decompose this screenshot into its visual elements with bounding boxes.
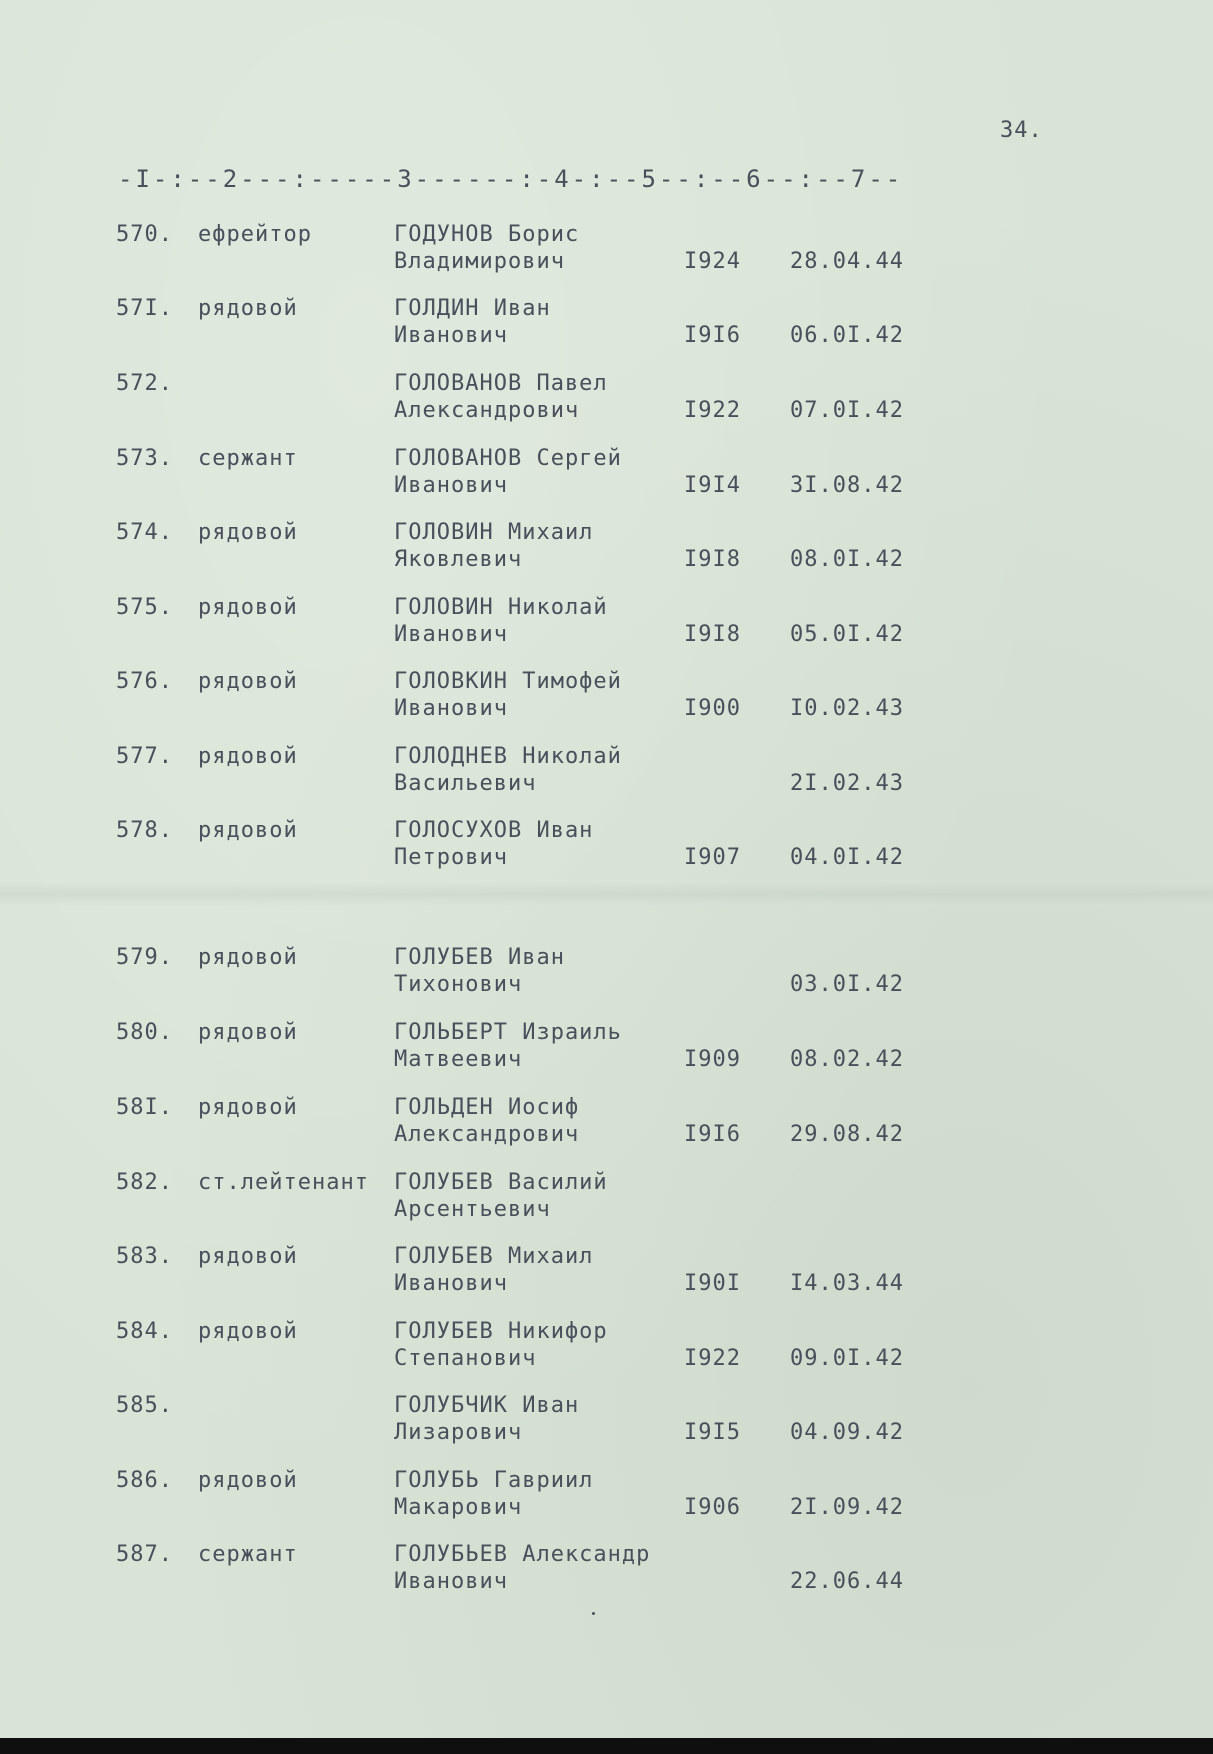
entry-number: 572. (116, 371, 173, 396)
entry-date: 04.0I.42 (790, 845, 904, 870)
entry-date: 08.0I.42 (790, 547, 904, 572)
entry-date: 07.0I.42 (790, 398, 904, 423)
entry-rank: рядовой (198, 520, 298, 545)
entry-birth-year: I907 (684, 845, 741, 870)
entry-number: 573. (116, 446, 173, 471)
entry-rank: рядовой (198, 1468, 298, 1493)
register-row (0, 520, 1213, 576)
entry-patronymic: Александрович (394, 1122, 580, 1147)
entry-date: 03.0I.42 (790, 972, 904, 997)
entry-surname-name: ГОЛОВАНОВ Сергей (394, 446, 622, 471)
entry-number: 574. (116, 520, 173, 545)
entry-patronymic: Макарович (394, 1495, 523, 1520)
page-fold (0, 880, 1213, 908)
entry-number: 578. (116, 818, 173, 843)
entry-patronymic: Лизарович (394, 1420, 523, 1445)
entry-rank: рядовой (198, 595, 298, 620)
entry-birth-year: I922 (684, 1346, 741, 1371)
entry-surname-name: ГОЛУБЕВ Никифор (394, 1319, 608, 1344)
entry-patronymic: Степанович (394, 1346, 537, 1371)
entry-surname-name: ГОЛОВИН Николай (394, 595, 608, 620)
entry-birth-year: I9I8 (684, 547, 741, 572)
register-row (0, 296, 1213, 352)
entry-surname-name: ГОЛУБЕВ Михаил (394, 1244, 594, 1269)
entry-rank: сержант (198, 446, 298, 471)
entry-rank: ефрейтор (198, 222, 312, 247)
register-row (0, 371, 1213, 427)
entry-date: I0.02.43 (790, 696, 904, 721)
entry-surname-name: ГОЛЬДЕН Иосиф (394, 1095, 580, 1120)
entry-date: 28.04.44 (790, 249, 904, 274)
entry-surname-name: ГОЛОВИН Михаил (394, 520, 594, 545)
entry-birth-year: I9I6 (684, 1122, 741, 1147)
page-number: 34. (1000, 118, 1043, 143)
entry-patronymic: Иванович (394, 1569, 508, 1594)
register-row (0, 595, 1213, 651)
entry-patronymic: Тихонович (394, 972, 523, 997)
register-row (0, 1095, 1213, 1151)
entry-rank: сержант (198, 1542, 298, 1567)
entry-number: 577. (116, 744, 173, 769)
entry-patronymic: Иванович (394, 323, 508, 348)
entry-number: 575. (116, 595, 173, 620)
entry-birth-year: I900 (684, 696, 741, 721)
entry-birth-year: I906 (684, 1495, 741, 1520)
entry-patronymic: Иванович (394, 1271, 508, 1296)
entry-surname-name: ГОЛУБЕВ Василий (394, 1170, 608, 1195)
entry-number: 579. (116, 945, 173, 970)
entry-rank: рядовой (198, 1095, 298, 1120)
entry-date: 29.08.42 (790, 1122, 904, 1147)
column-header: -I-:--2---:-----3------:-4-:--5--:--6--:--7-- (118, 165, 904, 193)
entry-number: 582. (116, 1170, 173, 1195)
entry-patronymic: Арсентьевич (394, 1197, 551, 1222)
entry-birth-year: I922 (684, 398, 741, 423)
entry-birth-year: I9I5 (684, 1420, 741, 1445)
entry-rank: рядовой (198, 818, 298, 843)
entry-patronymic: Петрович (394, 845, 508, 870)
entry-date: 05.0I.42 (790, 622, 904, 647)
entry-birth-year: I9I8 (684, 622, 741, 647)
entry-surname-name: ГОЛУБЕВ Иван (394, 945, 565, 970)
entry-date: 2I.09.42 (790, 1495, 904, 1520)
register-row (0, 945, 1213, 1001)
entry-date: 08.02.42 (790, 1047, 904, 1072)
entry-surname-name: ГОДУНОВ Борис (394, 222, 580, 247)
entry-number: 585. (116, 1393, 173, 1418)
register-row (0, 1020, 1213, 1076)
entry-surname-name: ГОЛДИН Иван (394, 296, 551, 321)
entry-patronymic: Иванович (394, 696, 508, 721)
register-row (0, 1393, 1213, 1449)
entry-rank: рядовой (198, 1319, 298, 1344)
ink-dot (592, 1612, 595, 1615)
entry-date: I4.03.44 (790, 1271, 904, 1296)
entry-rank: рядовой (198, 296, 298, 321)
entry-surname-name: ГОЛУБЧИК Иван (394, 1393, 580, 1418)
register-row (0, 1319, 1213, 1375)
entry-date: 2I.02.43 (790, 771, 904, 796)
entry-patronymic: Иванович (394, 473, 508, 498)
entry-patronymic: Матвеевич (394, 1047, 523, 1072)
entry-date: 04.09.42 (790, 1420, 904, 1445)
entry-birth-year: I909 (684, 1047, 741, 1072)
register-row (0, 1244, 1213, 1300)
entry-number: 584. (116, 1319, 173, 1344)
register-row (0, 1170, 1213, 1226)
entry-number: 576. (116, 669, 173, 694)
entry-date: 09.0I.42 (790, 1346, 904, 1371)
entry-rank: рядовой (198, 1020, 298, 1045)
register-row (0, 1542, 1213, 1598)
entry-surname-name: ГОЛОВАНОВ Павел (394, 371, 608, 396)
entry-patronymic: Васильевич (394, 771, 537, 796)
entry-patronymic: Яковлевич (394, 547, 523, 572)
entry-surname-name: ГОЛУБЬ Гавриил (394, 1468, 594, 1493)
register-row (0, 446, 1213, 502)
register-row (0, 669, 1213, 725)
entry-number: 570. (116, 222, 173, 247)
entry-rank: рядовой (198, 669, 298, 694)
entry-patronymic: Владимирович (394, 249, 565, 274)
entry-surname-name: ГОЛЬБЕРТ Израиль (394, 1020, 622, 1045)
entry-number: 58I. (116, 1095, 173, 1120)
entry-rank: рядовой (198, 945, 298, 970)
entry-surname-name: ГОЛОСУХОВ Иван (394, 818, 594, 843)
register-row (0, 818, 1213, 874)
entry-number: 586. (116, 1468, 173, 1493)
entry-birth-year: I9I6 (684, 323, 741, 348)
entry-birth-year: I9I4 (684, 473, 741, 498)
entry-number: 57I. (116, 296, 173, 321)
entry-surname-name: ГОЛУБЬЕВ Александр (394, 1542, 651, 1567)
register-row (0, 222, 1213, 278)
entry-rank: ст.лейтенант (198, 1170, 369, 1195)
entry-date: 3I.08.42 (790, 473, 904, 498)
entry-number: 583. (116, 1244, 173, 1269)
entry-date: 22.06.44 (790, 1569, 904, 1594)
entry-number: 580. (116, 1020, 173, 1045)
register-row (0, 744, 1213, 800)
register-row (0, 1468, 1213, 1524)
entry-date: 06.0I.42 (790, 323, 904, 348)
entry-surname-name: ГОЛОВКИН Тимофей (394, 669, 622, 694)
entry-birth-year: I924 (684, 249, 741, 274)
entry-rank: рядовой (198, 1244, 298, 1269)
entry-patronymic: Иванович (394, 622, 508, 647)
entry-number: 587. (116, 1542, 173, 1567)
entry-birth-year: I90I (684, 1271, 741, 1296)
entry-rank: рядовой (198, 744, 298, 769)
entry-surname-name: ГОЛОДНЕВ Николай (394, 744, 622, 769)
entry-patronymic: Александрович (394, 398, 580, 423)
